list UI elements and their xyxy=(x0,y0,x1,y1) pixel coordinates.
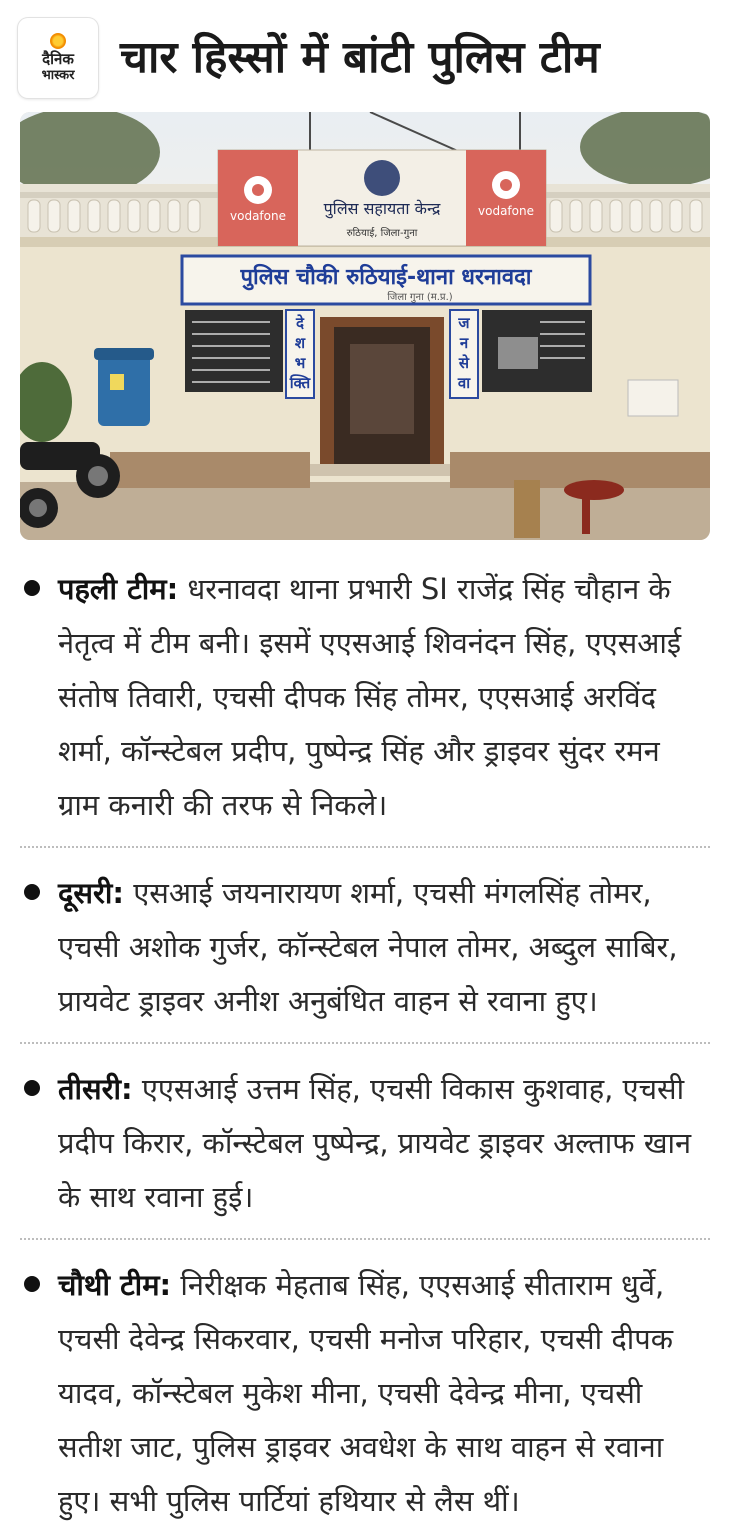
logo-line1: दैनिक xyxy=(42,50,74,68)
board-center-text: पुलिस सहायता केन्द्र xyxy=(323,199,441,218)
pillar-left-2: श xyxy=(294,334,306,352)
pillar-left-3: भ xyxy=(294,354,306,372)
bullet-icon xyxy=(24,580,40,596)
team-label: तीसरी: xyxy=(58,1072,133,1106)
pillar-left-4: क्ति xyxy=(289,374,311,392)
logo-line2: भास्कर xyxy=(41,68,75,83)
teams-list xyxy=(0,562,730,1528)
team-text: एएसआई उत्तम सिंह, एचसी विकास कुशवाह, एचसी प्रदीप किरार, कॉन्स्टेबल पुष्पेन्द्र, प्रायवेट ड्राइवर अल्ताफ खान के साथ रवाना हुई। xyxy=(58,1072,692,1214)
divider xyxy=(20,1042,710,1044)
wall-sign-sub: जिला गुना (म.प्र.) xyxy=(387,292,453,303)
team-label: चौथी टीम: xyxy=(58,1268,172,1302)
headline: चार हिस्सों में बांटी पुलिस टीम xyxy=(120,32,600,83)
pillar-right-1: ज xyxy=(458,314,470,332)
sponsor-left: vodafone xyxy=(230,209,286,223)
bullet-icon xyxy=(24,1276,40,1292)
bullet-icon xyxy=(24,1080,40,1096)
pillar-left-1: दे xyxy=(296,314,304,332)
bullet-icon xyxy=(24,884,40,900)
police-post-photo xyxy=(20,112,710,540)
team-text: धरनावदा थाना प्रभारी SI राजेंद्र सिंह चौहान के नेतृत्व में टीम बनी। इसमें एएसआई शिवनंदन सिंह, एएसआई संतोष तिवारी, एचसी दीपक सिंह तोमर, एएसआई अरविंद शर्मा, कॉन्स्टेबल प्रदीप, पुष्पेन्द्र सिंह और ड्राइवर सुंदर रमन ग्राम कनारी की तरफ से निकले। xyxy=(58,572,682,822)
pillar-right-4: वा xyxy=(457,374,471,392)
team-label: पहली टीम: xyxy=(58,572,179,606)
header xyxy=(0,0,730,110)
list-item xyxy=(0,1062,730,1224)
divider xyxy=(20,846,710,848)
sun-icon xyxy=(50,33,66,49)
team-text: निरीक्षक मेहताब सिंह, एएसआई सीताराम धुर्वे, एचसी देवेन्द्र सिकरवार, एचसी मनोज परिहार, एचसी दीपक यादव, कॉन्स्टेबल मुकेश मीना, एचसी देवेन्द्र मीना, एचसी सतीश जाट, पुलिस ड्राइवर अवधेश के साथ वाहन से रवाना हुए। सभी पुलिस पार्टियां हथियार से लैस थीं। xyxy=(58,1268,674,1518)
list-item xyxy=(0,866,730,1028)
list-item xyxy=(0,1258,730,1528)
divider xyxy=(20,1238,710,1240)
pillar-right-3: से xyxy=(458,354,470,372)
list-item xyxy=(0,562,730,832)
team-label: दूसरी: xyxy=(58,876,124,910)
wall-sign-text: पुलिस चौकी रुठियाई-थाना धरनावदा xyxy=(240,265,532,290)
dainik-bhaskar-logo[interactable] xyxy=(18,18,98,98)
sponsor-right: vodafone xyxy=(478,204,534,218)
team-text: एसआई जयनारायण शर्मा, एचसी मंगलसिंह तोमर, एचसी अशोक गुर्जर, कॉन्स्टेबल नेपाल तोमर, अब्दुल साबिर, प्रायवेट ड्राइवर अनीश अनुबंधित वाहन से रवाना हुए। xyxy=(58,876,678,1018)
board-center-sub: रुठियाई, जिला-गुना xyxy=(346,228,418,239)
pillar-right-2: न xyxy=(459,334,469,352)
